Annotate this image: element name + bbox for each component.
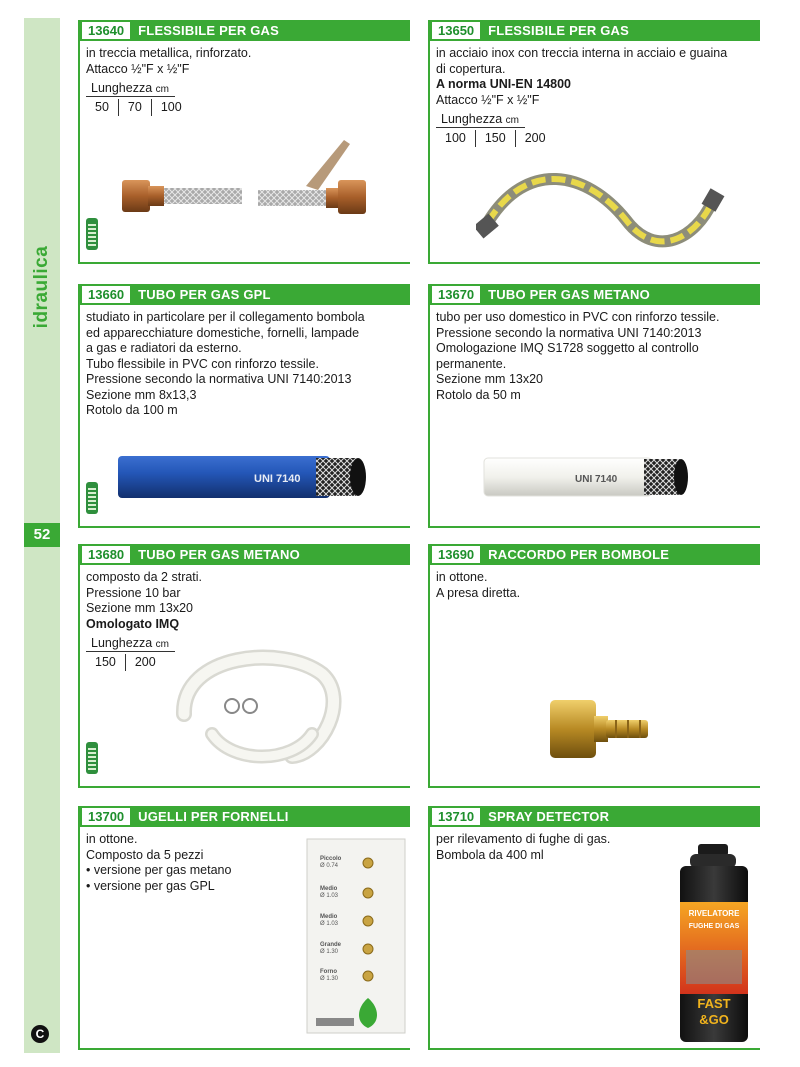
certification-icon — [86, 482, 98, 514]
svg-text:RIVELATORE: RIVELATORE — [688, 909, 740, 918]
category-label: idraulica — [31, 245, 52, 329]
card-header — [80, 544, 410, 565]
svg-text:FUGHE DI GAS: FUGHE DI GAS — [688, 923, 740, 930]
card-header — [80, 20, 410, 41]
length-value: 70 — [119, 99, 152, 116]
product-title: TUBO PER GAS METANO — [138, 547, 300, 562]
svg-text:FAST: FAST — [697, 996, 731, 1011]
length-value: 200 — [134, 655, 156, 669]
brass-fitting-image — [546, 694, 656, 764]
product-title: TUBO PER GAS GPL — [138, 287, 271, 302]
length-table: Lunghezza cm 150 200 — [86, 636, 410, 671]
product-card-13660 — [78, 284, 410, 528]
card-header — [80, 806, 410, 827]
length-table: Lunghezza cm 50 70 100 — [86, 81, 410, 116]
certification-icon — [86, 742, 98, 774]
product-card-13640 — [78, 20, 410, 264]
product-title: SPRAY DETECTOR — [488, 809, 610, 824]
product-description: in ottone. Composto da 5 pezzi • versione per gas metano • versione per gas GPL — [86, 832, 232, 893]
product-code: 13640 — [82, 22, 130, 39]
svg-text:Ø 1.03: Ø 1.03 — [320, 921, 339, 927]
product-card-13690 — [428, 544, 760, 788]
product-code: 13710 — [432, 808, 480, 825]
length-table: Lunghezza cm 100 150 200 — [436, 112, 760, 147]
length-value: 150 — [86, 654, 126, 671]
product-code: 13690 — [432, 546, 480, 563]
product-description: per rilevamento di fughe di gas. Bombola da 400 ml — [436, 832, 611, 862]
product-description: tubo per uso domestico in PVC con rinforzo tessile. Pressione secondo la normativa UNI 7140:2013 Omologazione IMQ S1728 soggetto al controllo permanente. Sezione mm 13x20 Rotolo da 50 m — [436, 310, 720, 402]
steel-hose-image — [476, 168, 726, 262]
svg-text:Piccolo: Piccolo — [320, 856, 342, 862]
product-description: composto da 2 strati. Pressione 10 bar Sezione mm 13x20 Omologato IMQ — [86, 570, 203, 631]
card-header — [430, 284, 760, 305]
svg-text:&GO: &GO — [699, 1012, 729, 1027]
product-card-13670 — [428, 284, 760, 528]
card-header — [430, 544, 760, 565]
product-code: 13700 — [82, 808, 130, 825]
svg-text:Medio: Medio — [320, 886, 338, 892]
product-code: 13680 — [82, 546, 130, 563]
white-gas-hose-image — [480, 454, 710, 502]
card-header — [430, 20, 760, 41]
spray-can-image — [670, 842, 758, 1046]
length-value: 150 — [476, 130, 516, 147]
product-code: 13650 — [432, 22, 480, 39]
card-header — [430, 806, 760, 827]
product-description: in treccia metallica, rinforzato. Attacco ½"F x ½"F — [86, 46, 252, 76]
svg-text:UNI 7140: UNI 7140 — [575, 474, 618, 485]
product-title: RACCORDO PER BOMBOLE — [488, 547, 670, 562]
svg-text:UNI 7140: UNI 7140 — [254, 473, 301, 485]
length-value: 100 — [160, 100, 182, 114]
product-title: FLESSIBILE PER GAS — [138, 23, 279, 38]
product-code: 13660 — [82, 286, 130, 303]
page-number: 52 — [24, 523, 60, 547]
product-description: in ottone. A presa diretta. — [436, 570, 521, 600]
braided-hose-image — [118, 138, 388, 228]
length-value: 50 — [86, 99, 119, 116]
svg-text:Ø 1.30: Ø 1.30 — [320, 949, 339, 955]
svg-text:Forno: Forno — [320, 969, 337, 975]
product-card-13650 — [428, 20, 760, 264]
svg-text:Ø 1.03: Ø 1.03 — [320, 893, 339, 899]
product-card-13700 — [78, 806, 410, 1050]
card-header — [80, 284, 410, 305]
coiled-hose-image — [172, 644, 352, 769]
product-card-13710 — [428, 806, 760, 1050]
length-value: 100 — [436, 130, 476, 147]
length-value: 200 — [524, 131, 546, 145]
product-card-13680 — [78, 544, 410, 788]
product-title: TUBO PER GAS METANO — [488, 287, 650, 302]
svg-text:Medio: Medio — [320, 914, 338, 920]
product-title: UGELLI PER FORNELLI — [138, 809, 289, 824]
nozzle-kit-image — [306, 838, 406, 1034]
blue-gas-hose-image — [116, 452, 376, 504]
product-description: studiato in particolare per il collegamento bombola ed apparecchiature domestiche, fornelli, lampade a gas e radiatori da esterno. Tubo flessibile in PVC con rinforzo tessile. Pressione secondo la normativa UNI 7140:2013 Sezione mm 8x13,3 Rotolo da 100 m — [86, 310, 365, 417]
product-description: in acciaio inox con treccia interna in acciaio e guaina di copertura. A norma UNI-EN 14800 Attacco ½"F x ½"F — [436, 46, 728, 107]
copyright-icon: C — [31, 1025, 49, 1043]
product-code: 13670 — [432, 286, 480, 303]
svg-text:Grande: Grande — [320, 942, 342, 948]
certification-icon — [86, 218, 98, 250]
svg-text:Ø 1.30: Ø 1.30 — [320, 976, 339, 982]
product-title: FLESSIBILE PER GAS — [488, 23, 629, 38]
svg-text:Ø 0.74: Ø 0.74 — [320, 863, 339, 869]
